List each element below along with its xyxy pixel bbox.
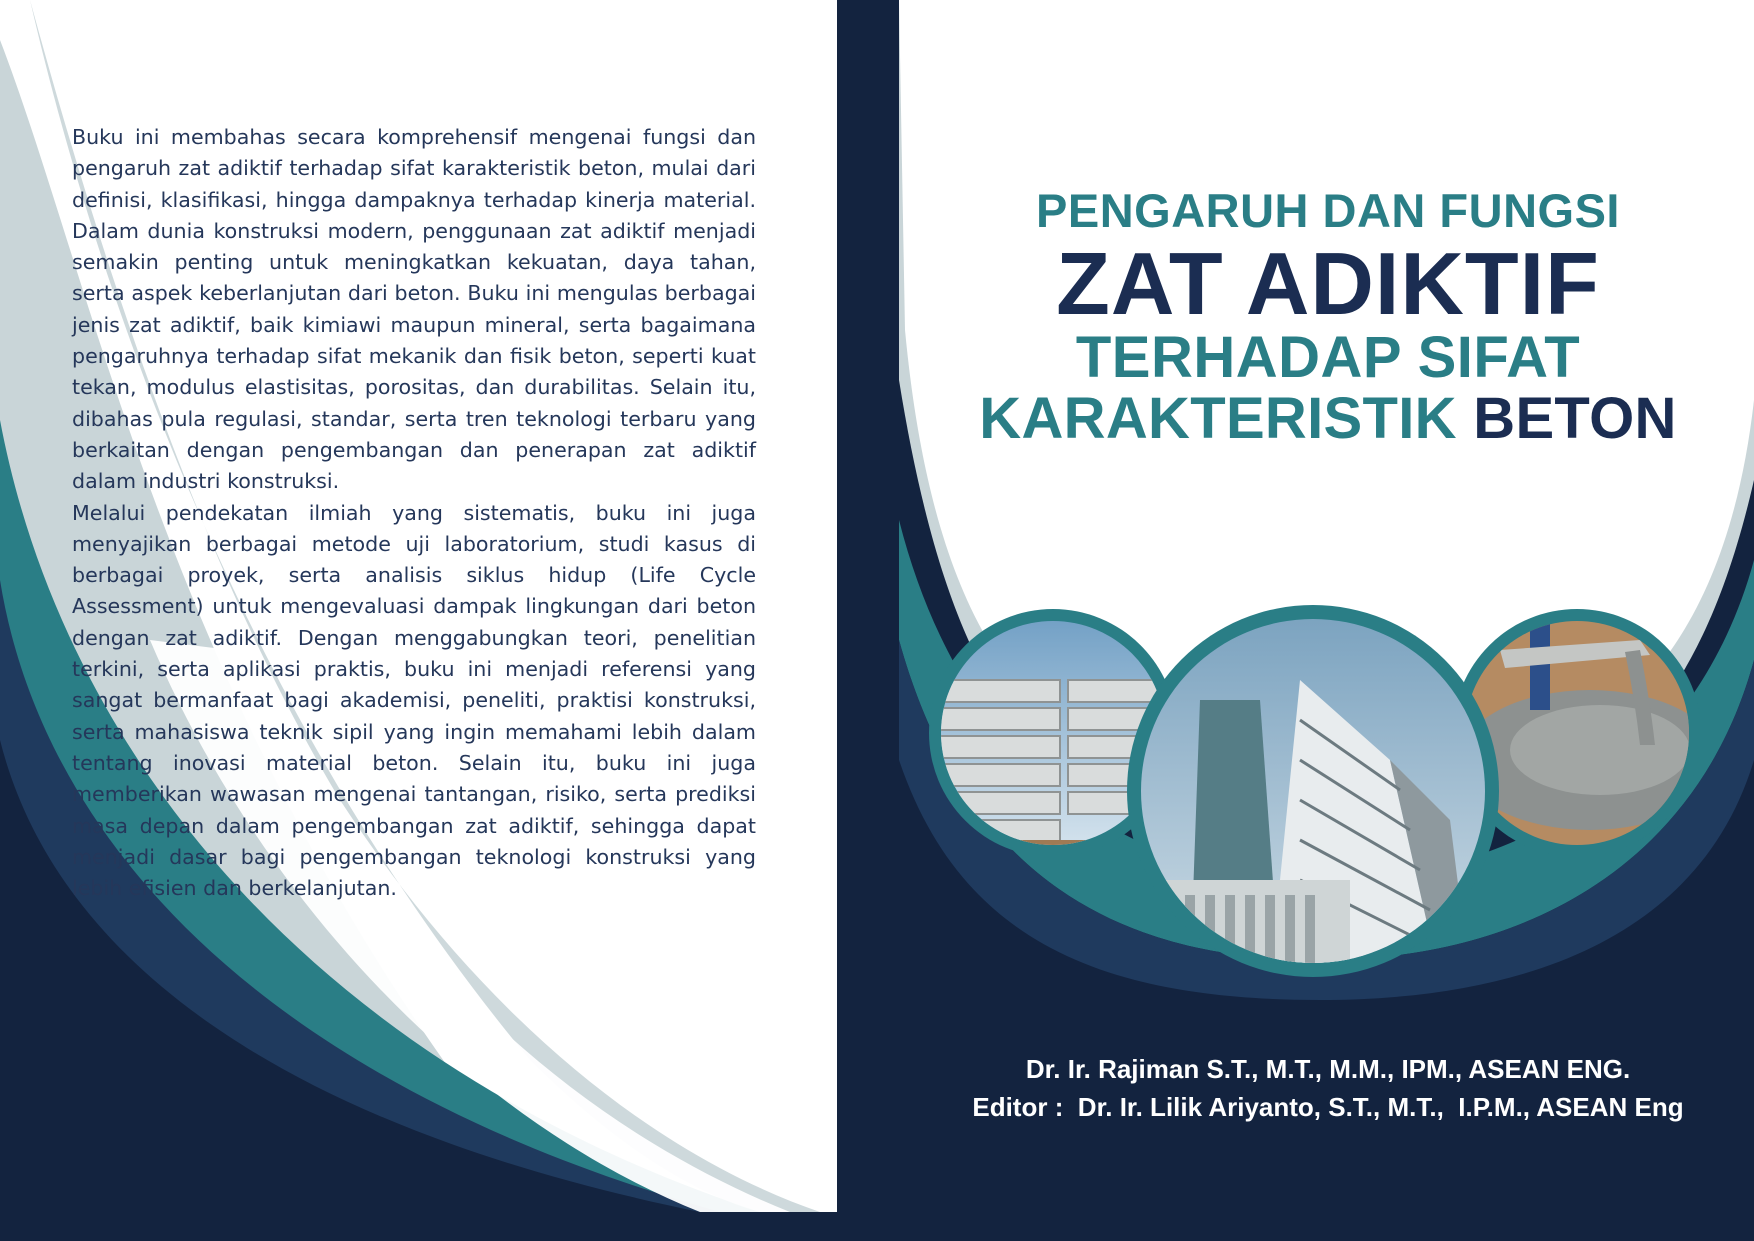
title-line-2: ZAT ADIKTIF — [1056, 234, 1600, 333]
title-word-beton: BETON — [1473, 386, 1677, 451]
book-title — [902, 182, 1754, 450]
editor-name: Editor : Dr. Ir. Lilik Ariyanto, S.T., M.T., I.P.M., ASEAN Eng — [972, 1092, 1684, 1122]
title-line-3: TERHADAP SIFAT — [1075, 325, 1581, 390]
author-name: Dr. Ir. Rajiman S.T., M.T., M.M., IPM., ASEAN ENG. — [1025, 1054, 1631, 1084]
back-cover-blurb — [72, 122, 756, 904]
title-line-4 — [902, 388, 1754, 450]
book-spine — [837, 0, 899, 1241]
blurb-paragraph-1: Buku ini membahas secara komprehensif mengenai fungsi dan pengaruh zat adiktif terhadap sifat karakteristik beton, mulai dari definisi, klasifikasi, hingga dampaknya terhadap kinerja material. Dalam dunia konstruksi modern, penggunaan zat adiktif menjadi semakin penting untuk meningkatkan kekuatan, daya tahan, serta aspek keberlanjutan dari beton. Buku ini mengulas berbagai jenis zat adiktif, baik kimiawi maupun mineral, serta bagaimana pengaruhnya terhadap sifat mekanik dan fisik beton, seperti kuat tekan, modulus elastisitas, porositas, dan durabilitas. Selain itu, dibahas pula regulasi, standar, serta tren teknologi terbaru yang berkaitan dengan pengembangan dan penerapan zat adiktif dalam industri konstruksi. — [72, 125, 756, 494]
author-credits — [902, 1050, 1754, 1126]
title-line-1: PENGARUH DAN FUNGSI — [1036, 184, 1620, 237]
blurb-paragraph-2: Melalui pendekatan ilmiah yang sistematis, buku ini juga menyajikan berbagai metode uji laboratorium, studi kasus di berbagai proyek, serta analisis siklus hidup (Life Cycle Assessment) untuk mengevaluasi dampak lingkungan dari beton dengan zat adiktif. Dengan menggabungkan teori, penelitian terkini, serta aplikasi praktis, buku ini menjadi referensi yang sangat bermanfaat bagi akademisi, peneliti, praktisi konstruksi, serta mahasiswa teknik sipil yang ingin memahami lebih dalam tentang inovasi material beton. Selain itu, buku ini juga memberikan wawasan mengenai tantangan, risiko, serta prediksi masa depan dalam pengembangan zat adiktif, sehingga dapat menjadi dasar bagi pengembangan teknologi konstruksi yang lebih efisien dan berkelanjutan. — [72, 500, 756, 901]
title-word-karakteristik: KARAKTERISTIK — [979, 386, 1457, 451]
